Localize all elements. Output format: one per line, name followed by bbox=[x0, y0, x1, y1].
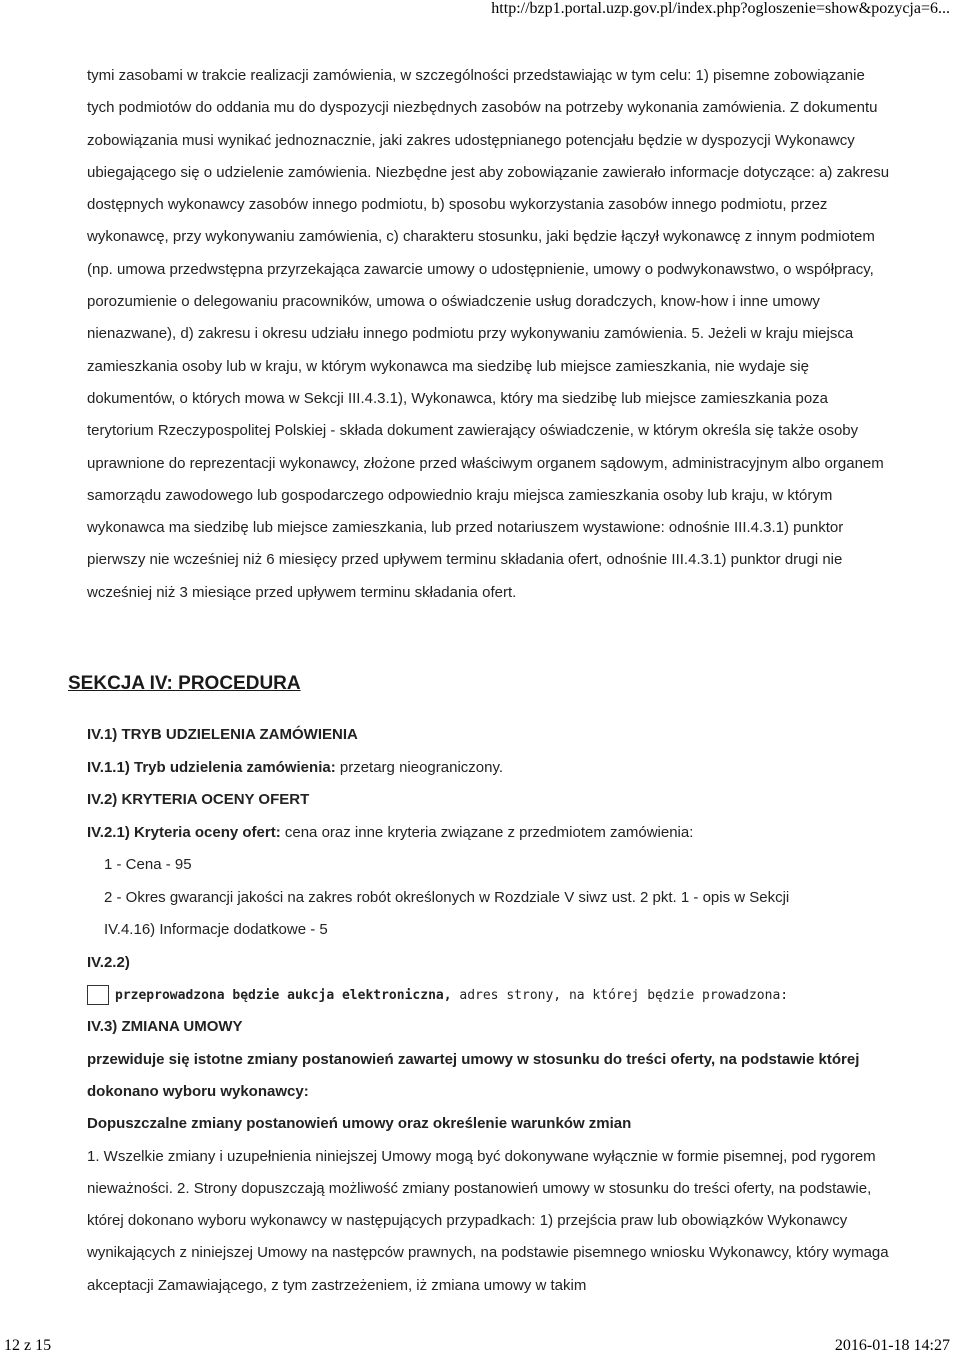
page-url: http://bzp1.portal.uzp.gov.pl/index.php?ogloszenie=show&pozycja=6... bbox=[491, 0, 950, 17]
body-paragraph: tymi zasobami w trakcie realizacji zamówienia, w szczególności przedstawiając w tym celu: 1) pisemne zobowiązanie tych podmiotów do oddania mu do dyspozycji niezbędnych zasobów na potrzeby wykonania zamówienia. Z dokumentu zobowiązania musi wynikać jednoznacznie, jaki zakres udostępnianego potencjału będzie w dyspozycji Wykonawcy ubiegającego się o udzielenie zamówienia. Niezbędne jest aby zobowiązanie zawierało informacje dotyczące: a) zakresu dostępnych wykonawcy zasobów innego podmiotu, b) sposobu wykorzystania zasobów innego podmiotu, przez wykonawcę, przy wykonywaniu zamówienia, c) charakteru stosunku, jaki będzie łączył wykonawcę z innym podmiotem (np. umowa przedwstępna przyrzekająca zawarcie umowy o udostępnienie, umowy o podwykonawstwo, o współpracy, porozumienie o delegowaniu pracowników, umowa o oświadczenie usług doradczych, know-how i inne umowy nienazwane), d) zakresu i okresu udziału innego podmiotu przy wykonywaniu zamówienia. 5. Jeżeli w kraju miejsca zamieszkania osoby lub w kraju, w którym wykonawca ma siedzibę lub miejsce zamieszkania, nie wydaje się dokumentów, o których mowa w Sekcji III.4.3.1), Wykonawca, który ma siedzibę lub miejsce zamieszkania poza terytorium Rzeczypospolitej Polskiej - składa dokument zawierający oświadczenie, w którym określa się także osoby uprawnione do reprezentacji wykonawcy, złożone przed właściwym organem sądowym, administracyjnym albo organem samorządu zawodowego lub gospodarczego odpowiednio kraju miejsca zamieszkania osoby lub kraju, w którym wykonawca ma siedzibę lub miejsce zamieszkania, lub przed notariuszem wystawione: odnośnie III.4.3.1) punktor pierwszy nie wcześniej niż 6 miesięcy przed upływem terminu składania ofert, odnośnie III.4.3.1) punktor drugi nie wcześniej niż 3 miesiące przed upływem terminu składania ofert. bbox=[87, 67, 890, 601]
body-text bbox=[87, 60, 895, 609]
iv11-label: IV.1.1) Tryb udzielenia zamówienia: bbox=[87, 758, 336, 776]
iv2-heading: IV.2) KRYTERIA OCENY OFERT bbox=[87, 791, 310, 808]
iv3-heading: IV.3) ZMIANA UMOWY bbox=[87, 1018, 243, 1035]
section-title: SEKCJA IV: PROCEDURA bbox=[68, 673, 301, 694]
iv22-heading: IV.2.2) bbox=[87, 953, 130, 971]
auction-checkbox[interactable] bbox=[87, 985, 109, 1005]
print-datetime: 2016-01-18 14:27 bbox=[834, 1337, 950, 1354]
page-number: 12 z 15 bbox=[4, 1337, 52, 1354]
iv21-line bbox=[87, 817, 895, 850]
procedure-section bbox=[87, 719, 895, 1302]
iv3-sub-heading: Dopuszczalne zmiany postanowień umowy oraz określenie warunków zmian bbox=[87, 1115, 632, 1133]
criterion-item: IV.4.16) Informacje dodatkowe - 5 bbox=[104, 921, 328, 938]
iv11-value: przetarg nieograniczony. bbox=[335, 758, 504, 776]
iv21-value: cena oraz inne kryteria związane z przedmiotem zamówienia: bbox=[280, 823, 694, 841]
auction-text: przeprowadzona będzie aukcja elektroniczna, adres strony, na której będzie prowadzona: bbox=[115, 987, 789, 1003]
auction-option bbox=[87, 979, 895, 1011]
iv3-bold-line: przewiduje się istotne zmiany postanowień zawartej umowy w stosunku do treści oferty, na podstawie której dokonano wyboru wykonawcy: bbox=[87, 1050, 860, 1100]
criterion-item: 1 - Cena - 95 bbox=[104, 856, 192, 873]
iv1-heading: IV.1) TRYB UDZIELENIA ZAMÓWIENIA bbox=[87, 726, 358, 743]
criterion-item: 2 - Okres gwarancji jakości na zakres robót określonych w Rozdziale V siwz ust. 2 pkt. 1 - opis w Sekcji bbox=[104, 888, 790, 906]
iv21-label: IV.2.1) Kryteria oceny ofert: bbox=[87, 823, 281, 841]
iv3-paragraph: 1. Wszelkie zmiany i uzupełnienia niniejszej Umowy mogą być dokonywane wyłącznie w formie pisemnej, pod rygorem nieważności. 2. Strony dopuszczają możliwość zmiany postanowień umowy w stosunku do treści oferty, na podstawie, której dokonano wyboru wykonawcy w następujących przypadkach: 1) przejścia praw lub obowiązków Wykonawcy wynikających z niniejszej Umowy na następców prawnych, na podstawie pisemnego wniosku Wykonawcy, który wymaga akceptacji Zamawiającego, z tym zastrzeżeniem, iż zmiana umowy w takim bbox=[87, 1147, 889, 1294]
iv11-line bbox=[87, 752, 895, 785]
